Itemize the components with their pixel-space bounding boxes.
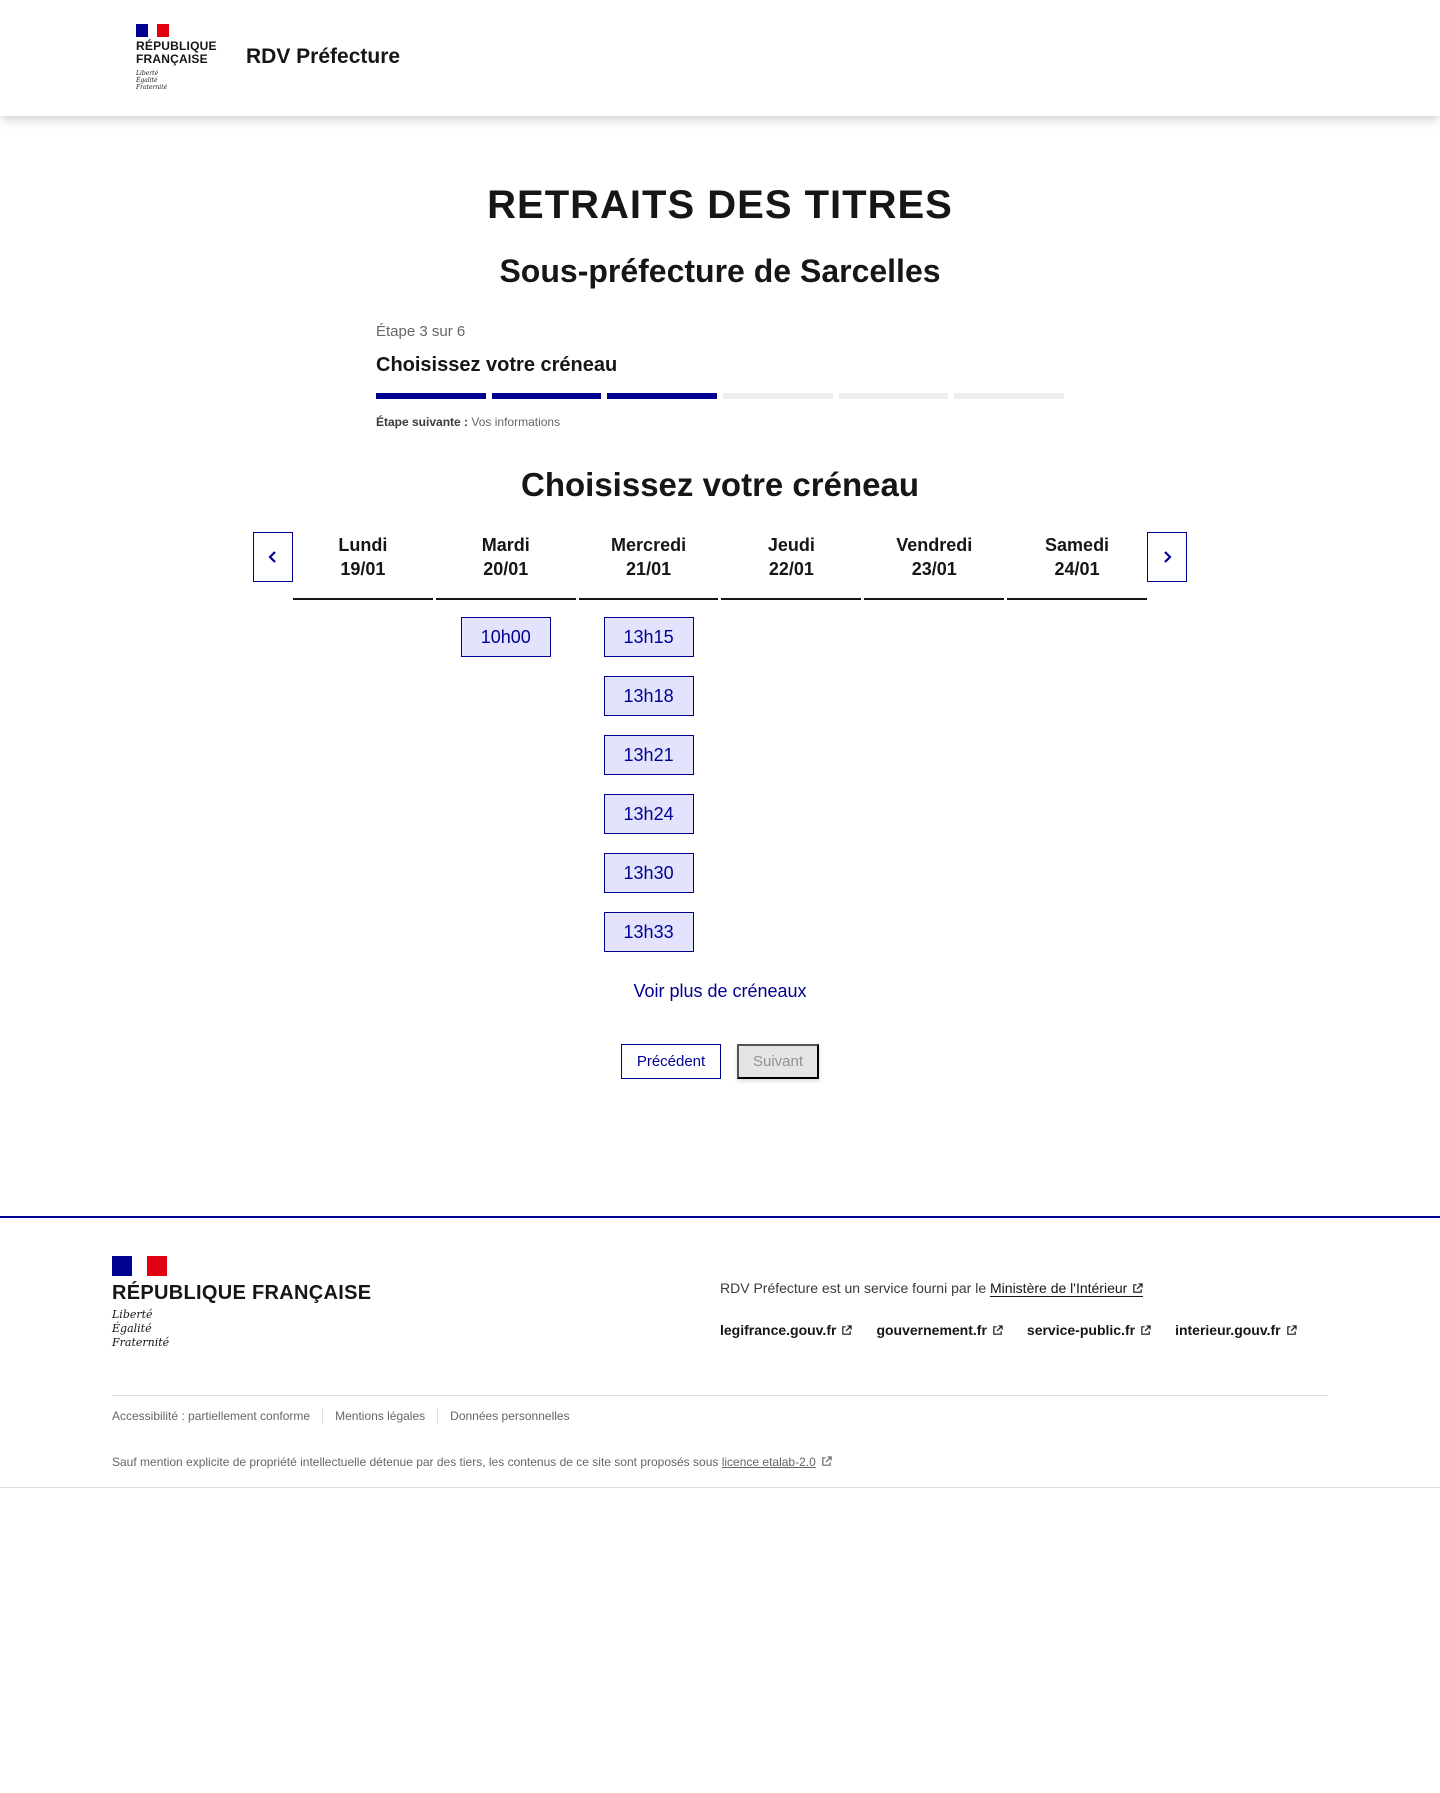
motto-line: Fraternité: [136, 84, 168, 91]
external-link-icon: [1140, 1325, 1151, 1336]
external-link-icon: [992, 1325, 1003, 1336]
day-name: Mardi: [481, 535, 530, 555]
footer-external-link[interactable]: [876, 1322, 1002, 1338]
chevron-left-icon: [267, 550, 279, 564]
day-date: 19/01: [340, 559, 386, 579]
footer-external-link[interactable]: [1027, 1322, 1151, 1338]
day-date: 20/01: [483, 559, 529, 579]
time-slot-button[interactable]: 13h33: [604, 912, 694, 952]
next-button[interactable]: Suivant: [737, 1044, 819, 1079]
day-header: [1007, 532, 1147, 600]
footer-external-link[interactable]: [1175, 1322, 1297, 1338]
day-name: Lundi: [338, 535, 388, 555]
site-title[interactable]: RDV Préfecture: [246, 45, 401, 68]
motto-line: Fraternité: [112, 1336, 170, 1349]
day-name: Vendredi: [896, 535, 973, 555]
footer-bottom-link[interactable]: Mentions légales: [322, 1409, 437, 1423]
slot-list: [293, 600, 433, 617]
slot-list: [864, 600, 1004, 617]
footer-links: [720, 1322, 1297, 1338]
section-title: Choisissez votre créneau: [521, 466, 919, 503]
license-text: Sauf mention explicite de propriété intellectuelle détenue par des tiers, les contenus de ce site sont proposés sous: [112, 1455, 722, 1469]
footer-description: [720, 1280, 1143, 1296]
day-name: Samedi: [1045, 535, 1110, 555]
stepper-state: Étape 3 sur 6: [376, 323, 466, 340]
slot-list: [1007, 600, 1147, 617]
footer-license: [112, 1455, 832, 1469]
day-header: [864, 532, 1004, 600]
motto-line: Liberté: [136, 70, 159, 77]
more-slots-link[interactable]: Voir plus de créneaux: [633, 981, 807, 1001]
footer-link-label: interieur.gouv.fr: [1175, 1322, 1281, 1338]
motto-line: Égalité: [112, 1322, 152, 1335]
footer-description-text: RDV Préfecture est un service fourni par le: [720, 1280, 991, 1296]
motto-line: Égalité: [136, 77, 158, 84]
footer-bottom-link[interactable]: Données personnelles: [437, 1409, 581, 1423]
stepper-segment: [492, 393, 602, 399]
footer-link-label: legifrance.gouv.fr: [720, 1322, 837, 1338]
slot-list: [579, 600, 719, 952]
marianne-flag-icon: [112, 1256, 167, 1276]
stepper-segment: [607, 393, 717, 399]
page-subtitle: Sous-préfecture de Sarcelles: [499, 253, 941, 289]
day-column: [721, 532, 861, 952]
footer-divider: [112, 1395, 1328, 1396]
footer-republic-name: RÉPUBLIQUE FRANÇAISE: [112, 1282, 372, 1304]
marianne-flag-icon: [136, 24, 169, 37]
footer-bottom-links: [112, 1409, 582, 1423]
republic-name: RÉPUBLIQUE FRANÇAISE: [136, 39, 217, 66]
footer-link-label: gouvernement.fr: [876, 1322, 987, 1338]
previous-button[interactable]: Précédent: [621, 1044, 721, 1079]
previous-week-button[interactable]: [253, 532, 293, 582]
chevron-right-icon: [1161, 550, 1173, 564]
time-slot-button[interactable]: 13h21: [604, 735, 694, 775]
form-navigation: [0, 1044, 1440, 1079]
day-date: 21/01: [626, 559, 672, 579]
day-date: 24/01: [1054, 559, 1100, 579]
stepper-progress: [376, 393, 1064, 399]
day-header: [436, 532, 576, 600]
day-date: 22/01: [768, 559, 814, 579]
calendar-days: [293, 532, 1147, 952]
time-slot-button[interactable]: 13h15: [604, 617, 694, 657]
ministry-link-label: Ministère de l'Intérieur: [990, 1280, 1128, 1296]
stepper-segment: [954, 393, 1064, 399]
day-header: [579, 532, 719, 600]
time-slot-button[interactable]: 10h00: [461, 617, 551, 657]
slot-list: [721, 600, 861, 617]
external-link-icon: [1132, 1283, 1143, 1294]
day-column: [436, 532, 576, 952]
day-date: 23/01: [911, 559, 957, 579]
day-column: [1007, 532, 1147, 952]
motto-line: Liberté: [112, 1308, 153, 1321]
stepper-next-label: Étape suivante :: [376, 415, 469, 429]
license-link[interactable]: [722, 1455, 832, 1469]
external-link-icon: [841, 1325, 852, 1336]
site-footer: [0, 1216, 1440, 1488]
stepper-segment: [723, 393, 833, 399]
day-column: [579, 532, 719, 952]
stepper-next-step: [376, 415, 1064, 429]
page-title: RETRAITS DES TITRES: [487, 183, 953, 227]
day-column: [864, 532, 1004, 952]
time-slot-button[interactable]: 13h18: [604, 676, 694, 716]
stepper-segment: [839, 393, 949, 399]
footer-external-link[interactable]: [720, 1322, 852, 1338]
day-header: [293, 532, 433, 600]
time-slot-button[interactable]: 13h30: [604, 853, 694, 893]
next-week-button[interactable]: [1147, 532, 1187, 582]
footer-republic-motto: [112, 1308, 371, 1350]
day-name: Jeudi: [767, 535, 815, 555]
day-name: Mercredi: [611, 535, 687, 555]
stepper-title: Choisissez votre créneau: [376, 354, 618, 376]
ministry-link[interactable]: [990, 1280, 1143, 1297]
stepper-next-value: Vos informations: [471, 415, 561, 429]
footer-link-label: service-public.fr: [1026, 1322, 1136, 1338]
stepper: [376, 323, 1064, 429]
site-header: [0, 0, 1440, 116]
day-column: [293, 532, 433, 952]
footer-bottom-link[interactable]: Accessibilité : partiellement conforme: [112, 1409, 311, 1423]
license-link-label: licence etalab-2.0: [721, 1455, 816, 1469]
stepper-segment: [376, 393, 486, 399]
external-link-icon: [821, 1456, 832, 1467]
time-slot-button[interactable]: 13h24: [604, 794, 694, 834]
republic-motto: [136, 70, 220, 91]
external-link-icon: [1286, 1325, 1297, 1336]
day-header: [721, 532, 861, 600]
footer-republic-logo[interactable]: [112, 1256, 371, 1350]
slot-list: [436, 600, 576, 657]
republic-logo[interactable]: [136, 24, 220, 91]
